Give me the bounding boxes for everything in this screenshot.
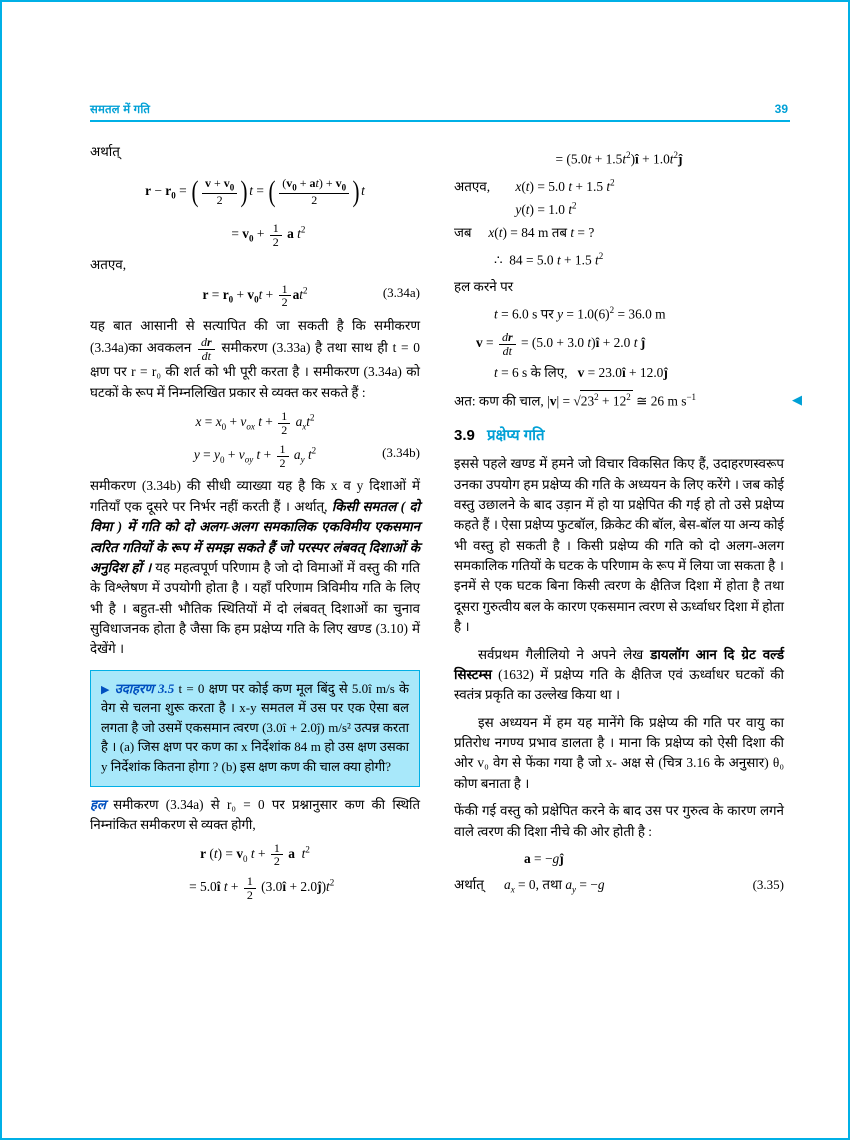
- solution-block: [90, 795, 420, 835]
- hence-word-left: अतएव,: [90, 257, 127, 273]
- solution-text: समीकरण (3.34a) से r₀ = 0 पर प्रश्नानुसार कण की स्थिति निम्नांकित समीकरण से व्यक्त होगी,: [90, 797, 420, 833]
- solve-word: हल करने पर: [454, 278, 514, 294]
- solution-label: हल: [90, 797, 106, 813]
- equation-number-3-34b: (3.34b): [382, 445, 420, 461]
- section-number: 3.9: [454, 427, 475, 445]
- paragraph-acceleration: फेंकी गई वस्तु को प्रक्षेपित करने के बाद उस पर गुरुत्व के कारण लगने वाले त्वरण की दिशा नीचे की ओर होती है :: [454, 803, 784, 839]
- equation-3-34b-y: $y = y_0 + v_{oy}$ t + $\frac{1}{2}$ $a_y$ $t^2$ (3.34b): [193, 442, 420, 470]
- components-line: अर्थात् $a_x = 0$, तथा $a_y = -g$ (3.35): [454, 877, 784, 895]
- hence-word-right: अतएव, x(t) = 5.0 t + 1.5 $t^2$: [454, 177, 615, 195]
- equation-substituted: ∴ 84 = 5.0 t + 1.5 $t^2$: [494, 250, 604, 268]
- paragraph-assumptions: इस अध्ययन में हम यह मानेंगे कि प्रक्षेप्य की गति पर वायु का प्रतिरोध नगण्य प्रभाव डालता है । माना कि प्रक्षेप्य को ऐसी दिशा की ओर v₀ वेग से फेंका गया है जो x- अक्ष से (चित्र 3.16 के अनुसार) θ₀ कोण बनाता है ।: [454, 714, 784, 791]
- example-label: उदाहरण 3.5: [114, 680, 175, 696]
- equation-t-value: t = 6.0 s पर $y = 1.0(6)^2 = 36.0$ m: [494, 305, 666, 322]
- paragraph-derivative: यह बात आसानी से सत्यापित की जा सकती है कि समीकरण (3.34a)का अवकलन $\frac{dr}{dt}$ समीकरण (3.33a) है तथा साथ ही t = 0 क्षण पर r = r₀ की शर्त को भी पूरी करता है । समीकरण (3.34a) को घटकों के रूप में निम्नलिखित प्रकार से व्यक्त कर सकते हैं :: [90, 317, 421, 400]
- equation-position-components: = $(5.0t + 1.5t^2)î$ + $1.0t^2ĵ$: [555, 150, 683, 167]
- paragraph-galileo: सर्वप्रथम गैलीलियो ने अपने लेख डायलॉग आन दि ग्रेट वर्ल्ड सिस्टम्स (1632) में प्रक्षेप्य गति के क्षैतिज एवं ऊर्ध्वाधर घटकों की स्वतंत्र प्रकृति का उल्लेख किया था ।: [454, 646, 784, 703]
- left-column: [90, 142, 420, 908]
- when-condition: x(t) = 84 m तब t = ?: [488, 224, 595, 240]
- equation-y-of-t-line: [454, 200, 784, 221]
- equation-v0-half-at2: = $v_0$ + $\frac{1}{2}$ a $t^2$: [204, 220, 306, 249]
- equation-velocity: v = $\frac{dr}{dt}$ = (5.0 + 3.0 t)î + 2.0 t ĵ: [476, 329, 646, 358]
- speed-line: अत: कण की चाल, $|v| = √23^2 + 12^2$ ≅ 26 m $s^{-1}$ ◀: [454, 390, 784, 412]
- margin-triangle-icon: ◀: [792, 391, 802, 407]
- right-column: [454, 142, 802, 905]
- equation-3-34b-x: $x = x_0 + v_{ox}$ t + $\frac{1}{2}$ $a_xt^2$: [195, 409, 315, 437]
- page-number: 39: [774, 102, 788, 116]
- when-line: जब x(t) = 84 m तब t = ?: [454, 224, 595, 240]
- equation-x-of-t: x(t) = 5.0 t + 1.5 $t^2$: [515, 177, 615, 195]
- equation-r-minus-r0: $r - r_0$ = ( $\frac{v + v_0}{2}$ ) t = ( $\frac{(v_0 + at) + v_0}{2}$ ) t: [145, 175, 365, 209]
- section-heading: [454, 425, 784, 448]
- derivative-fraction: $\frac{dr}{dt}$: [198, 336, 215, 362]
- equation-number-3-35: (3.35): [752, 877, 784, 893]
- solution-equation-r-t: r $(t) = v_0$ t + $\frac{1}{2}$ a $t^2$: [200, 840, 310, 869]
- intro-word: अर्थात्: [90, 144, 120, 159]
- paragraph-projectile-intro: इससे पहले खण्ड में हमने जो विचार विकसित किए हैं, उदाहरणस्वरूप उनका उपयोग हम प्रक्षेप्य की गति के अध्ययन के लिए करेंगे । जब कोई वस्तु उछालने के बाद उड़ान में हो या प्रक्षेपित की गई हो तो उसे प्रक्षेप्य कहते हैं । ऐसा प्रक्षेप्य फुटबॉल, क्रिकेट की बॉल, बेस-बॉल या अन्य कोई भी वस्तु हो सकती है । किसी प्रक्षेप्य की गति को दो अलग-अलग समकालिक गतियों के घटक के परिणाम के रूप में लिया जा सकता है । इनमें से एक घटक बिना किसी त्वरण के क्षैतिज दिशा में होता है तथा दूसरा गुरुत्वीय बल के कारण एकसमान त्वरण से ऊर्ध्वाधर दिशा में होता है ।: [454, 456, 784, 635]
- equation-components: $a_x = 0$, तथा $a_y = -g$: [503, 877, 605, 895]
- example-text: t = 0 क्षण पर कोई कण मूल बिंदु से 5.0î m/s के वेग से चलना शुरू करता है । x-y समतल में उस पर एक ऐसा बल लगता है जो उसमें एकसमान त्वरण (3.0î + 2.0ĵ) m/s² उत्पन्न करता है । (a) जिस क्षण पर कण का x निर्देशांक 84 m हो उस क्षण उसका y निर्देशांक कितना होगा ? (b) इस क्षण कण की चाल क्या होगी?: [101, 680, 410, 774]
- example-box: [90, 670, 420, 788]
- equation-velocity-at-6s: t = 6 s के लिए, v = 23.0î + 12.0ĵ: [494, 365, 668, 381]
- page-header: [60, 102, 794, 124]
- section-title: प्रक्षेप्य गति: [487, 427, 545, 445]
- equation-3-34a: $r = r_0 + v_0t$ + $\frac{1}{2}$ $at^2$ (3.34a): [202, 281, 420, 310]
- chapter-title: समतल में गति: [90, 104, 151, 116]
- solution-equation-expanded: = 5.0î t + $\frac{1}{2}$ (3.0î + $2.0ĵ)t^2$: [175, 874, 335, 902]
- paragraph-interpretation: समीकरण (3.34b) की सीधी व्याख्या यह है कि x व y दिशाओं में गतियाँ एक दूसरे पर निर्भर नहीं करती हैं । अर्थात्, किसी समतल ( दो विमा ) में गति को दो अलग-अलग समकालिक एकविमीय एकसमान त्वरित गतियों के रूप में समझ सकते हैं जो परस्पर लंबवत् दिशाओं के अनुदिश हों । यह महत्वपूर्ण परिणाम है जो दो विमाओं में वस्तु की गति के विश्लेषण में उपयोगी होता है । यहाँ परिणाम त्रिविमीय गति के लिए भी है । बहुत-सी भौतिक स्थितियों में दो लंबवत् दिशाओं का चुनाव सुविधाजनक होता है जैसा कि हम प्रक्षेप्य गति के लिए खण्ड (3.10) में देखेंगे ।: [90, 478, 421, 657]
- equation-acceleration: a = −gĵ: [524, 850, 564, 866]
- equation-number-3-34a: (3.34a): [382, 284, 420, 300]
- equation-y-of-t: y(t) = 1.0 $t^2$: [515, 200, 577, 218]
- triangle-marker-icon: ▶: [101, 683, 111, 696]
- header-divider: [90, 120, 790, 122]
